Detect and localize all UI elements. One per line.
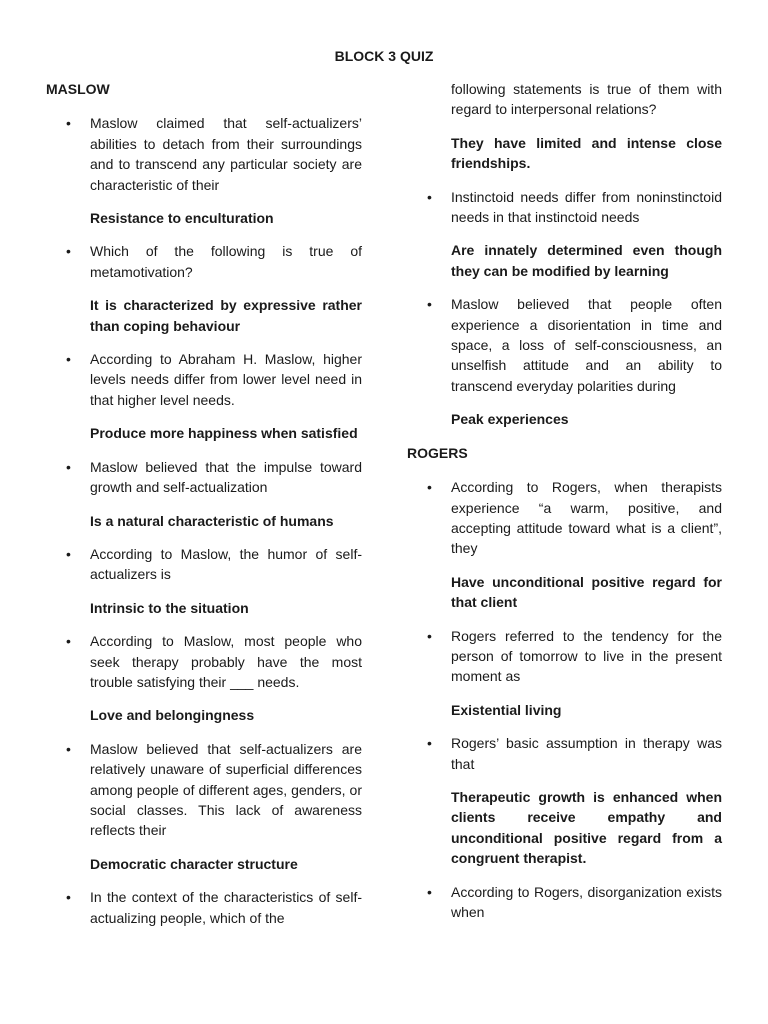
question-text: • According to Abraham H. Maslow, higher levels needs differ from lower level need in that higher level needs. [66, 351, 362, 408]
answer-text: Intrinsic to the situation [90, 599, 249, 616]
document-title: BLOCK 3 QUIZ [334, 48, 434, 64]
question-text: • In the context of the characteristics of self-actualizing people, which of the [66, 889, 362, 926]
qa-item [46, 113, 362, 228]
answer-text: Produce more happiness when satisfied [90, 425, 358, 442]
question-text: • Maslow believed that self-actualizers are relatively unaware of superficial differences among people of different ages, genders, or social classes. This lack of awareness reflects their [66, 740, 362, 839]
question-text: • Rogers’ basic assumption in therapy was that [427, 735, 722, 772]
qa-item [46, 739, 362, 874]
answer-text: Democratic character structure [90, 855, 298, 872]
question-text: • Maslow believed that people often experience a disorientation in time and space, a loss of self-consciousness, an unselfish attitude and an ability to transcend everyday polarities during [427, 296, 722, 394]
answer-text: Peak experiences [451, 411, 569, 428]
bullet-icon: • [427, 479, 432, 496]
answer-text: Have unconditional positive regard for that client [451, 573, 722, 611]
answer-text: It is characterized by expressive rather than coping behaviour [90, 297, 362, 334]
question-text: • According to Rogers, when therapists experience “a warm, positive, and accepting attitude toward what is a client”, they [427, 479, 722, 557]
bullet-icon: • [66, 545, 71, 562]
question-text: • Rogers referred to the tendency for the person of tomorrow to live in the present moment as [427, 627, 722, 685]
question-text: • Maslow claimed that self-actualizers’ abilities to detach from their surroundings and to transcend any particular society are characteristic of their [66, 115, 362, 193]
bullet-icon: • [66, 889, 71, 906]
question-text: • Instinctoid needs differ from noninstinctoid needs in that instinctoid needs [427, 188, 722, 226]
qa-item [46, 241, 362, 336]
qa-item [407, 477, 722, 612]
bullet-icon: • [66, 351, 71, 368]
question-continuation-text: following statements is true of them with regard to interpersonal relations? [451, 81, 722, 118]
qa-item [407, 882, 722, 923]
right-column [407, 79, 722, 935]
answer-text: They have limited and intense close friendships. [451, 134, 722, 172]
qa-item [46, 631, 362, 726]
answer-text: Are innately determined even though they can be modified by learning [451, 242, 722, 279]
qa-item [407, 294, 722, 429]
qa-item [46, 349, 362, 444]
answer-text: Existential living [451, 701, 562, 718]
qa-item [46, 887, 362, 928]
bullet-icon: • [427, 883, 432, 900]
qa-item [46, 457, 362, 531]
section-heading-rogers: ROGERS [407, 444, 468, 461]
bullet-icon: • [66, 633, 71, 650]
question-text: • Which of the following is true of metamotivation? [66, 243, 362, 280]
section-heading-maslow: MASLOW [46, 81, 110, 97]
bullet-icon: • [66, 243, 71, 260]
answer-text: Is a natural characteristic of humans [90, 512, 334, 529]
bullet-icon: • [427, 627, 432, 644]
bullet-icon: • [427, 735, 432, 752]
bullet-icon: • [66, 115, 71, 132]
bullet-icon: • [66, 458, 71, 475]
bullet-icon: • [66, 740, 71, 757]
answer-text: Therapeutic growth is enhanced when clients receive empathy and unconditional positive regard from a congruent therapist. [451, 788, 722, 867]
qa-item [46, 544, 362, 618]
question-text: • According to Rogers, disorganization exists when [427, 883, 722, 920]
question-text: • According to Maslow, most people who seek therapy probably have the most trouble satisfying their ___ needs. [66, 633, 362, 690]
question-text: • According to Maslow, the humor of self-actualizers is [66, 545, 362, 583]
question-text: • Maslow believed that the impulse toward growth and self-actualization [66, 458, 362, 496]
left-column [46, 79, 362, 941]
answer-text: Love and belongingness [90, 707, 255, 724]
answer-text: Resistance to enculturation [90, 210, 274, 227]
qa-item [407, 187, 722, 282]
bullet-icon: • [427, 296, 432, 313]
bullet-icon: • [427, 188, 432, 205]
qa-item [407, 733, 722, 868]
qa-item [407, 626, 722, 721]
